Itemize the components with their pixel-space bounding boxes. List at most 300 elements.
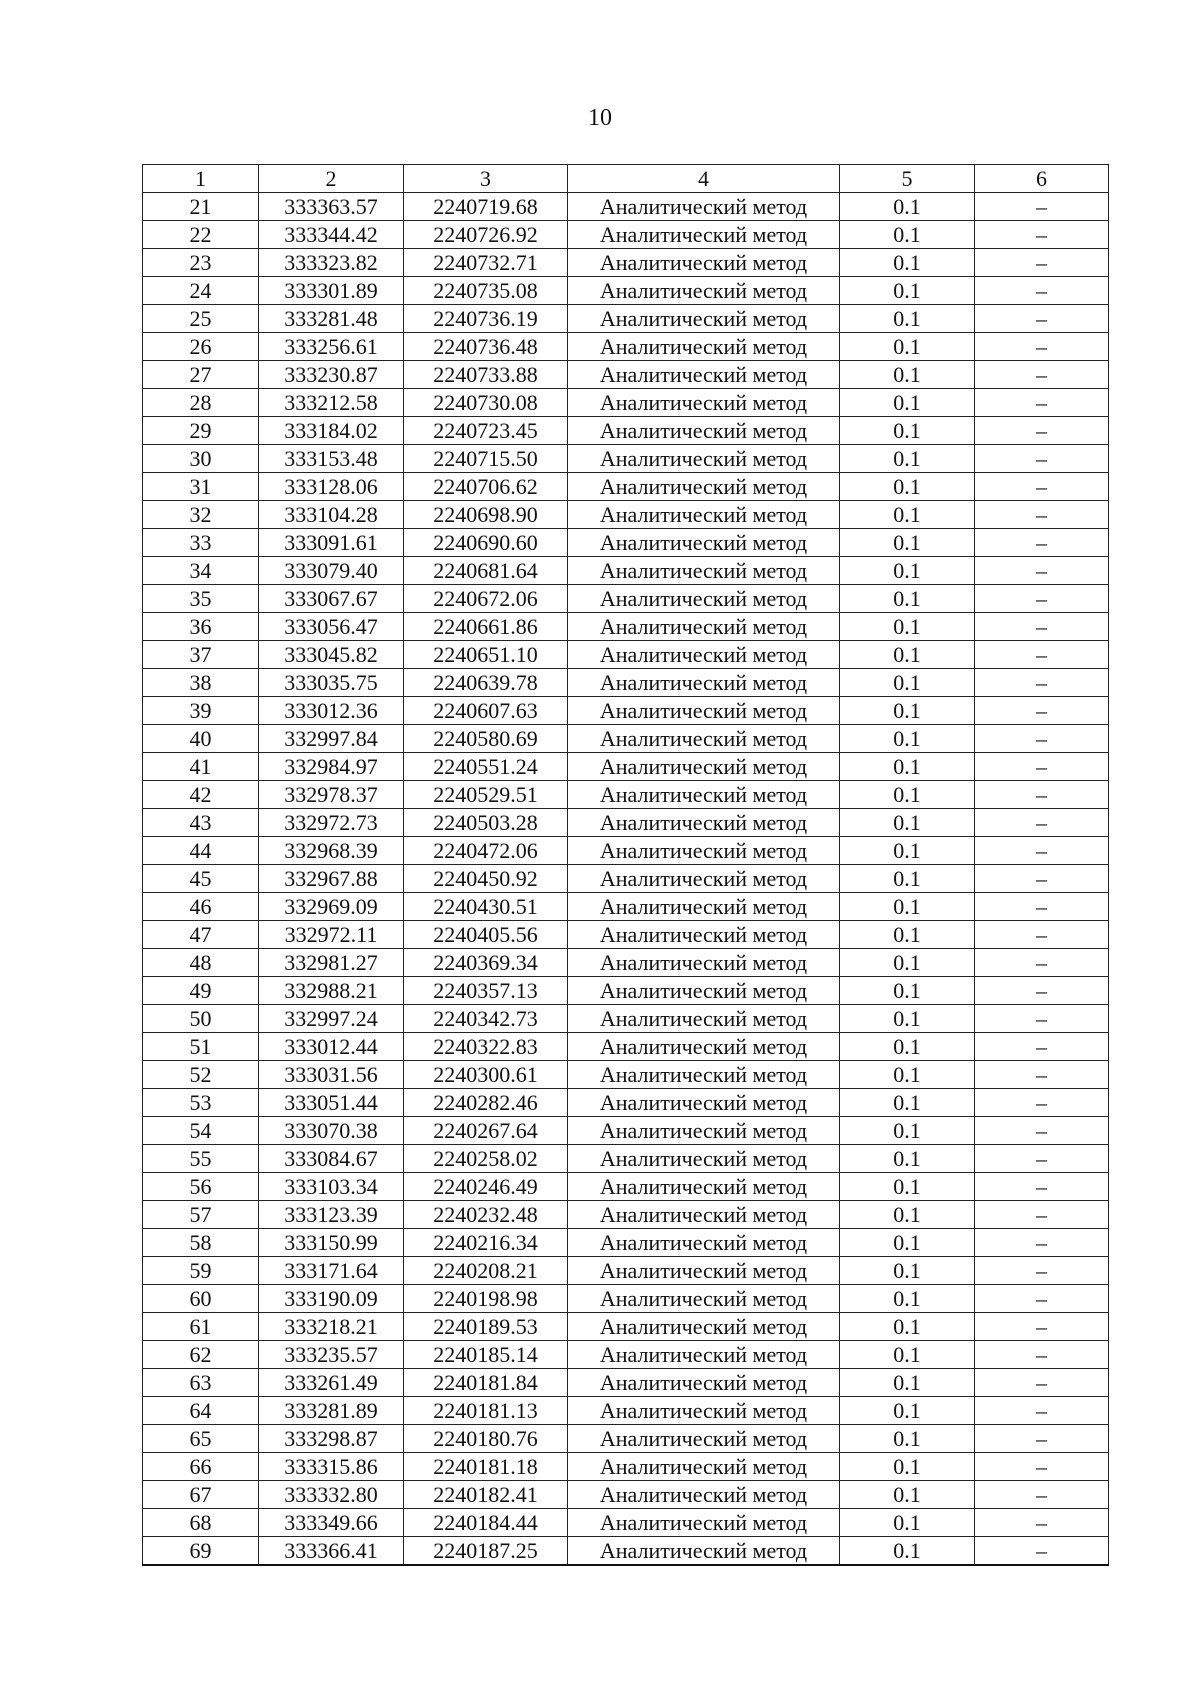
- method-cell: Аналитический метод: [568, 809, 840, 837]
- method-cell: Аналитический метод: [568, 417, 840, 445]
- coordinate-y-cell: 2240181.18: [404, 1453, 568, 1481]
- coordinate-y-cell: 2240503.28: [404, 809, 568, 837]
- point-number-cell: 36: [143, 613, 259, 641]
- coordinate-y-cell: 2240357.13: [404, 977, 568, 1005]
- point-number-cell: 51: [143, 1033, 259, 1061]
- method-cell: Аналитический метод: [568, 221, 840, 249]
- method-cell: Аналитический метод: [568, 1285, 840, 1313]
- coordinate-x-cell: 332969.09: [259, 893, 404, 921]
- accuracy-cell: 0.1: [840, 1453, 975, 1481]
- note-cell: –: [975, 1005, 1109, 1033]
- table-row: [143, 1341, 1109, 1369]
- coordinate-x-cell: 333315.86: [259, 1453, 404, 1481]
- point-number-cell: 24: [143, 277, 259, 305]
- coordinate-y-cell: 2240180.76: [404, 1425, 568, 1453]
- note-cell: –: [975, 1369, 1109, 1397]
- method-cell: Аналитический метод: [568, 193, 840, 221]
- accuracy-cell: 0.1: [840, 1145, 975, 1173]
- table-row: [143, 1257, 1109, 1285]
- column-header-3: 3: [404, 165, 568, 193]
- point-number-cell: 48: [143, 949, 259, 977]
- table-row: [143, 1117, 1109, 1145]
- coordinate-x-cell: 333056.47: [259, 613, 404, 641]
- point-number-cell: 67: [143, 1481, 259, 1509]
- accuracy-cell: 0.1: [840, 473, 975, 501]
- accuracy-cell: 0.1: [840, 1173, 975, 1201]
- accuracy-cell: 0.1: [840, 1537, 975, 1566]
- table-row: [143, 221, 1109, 249]
- coordinate-y-cell: 2240258.02: [404, 1145, 568, 1173]
- point-number-cell: 66: [143, 1453, 259, 1481]
- method-cell: Аналитический метод: [568, 1089, 840, 1117]
- accuracy-cell: 0.1: [840, 585, 975, 613]
- accuracy-cell: 0.1: [840, 529, 975, 557]
- note-cell: –: [975, 1173, 1109, 1201]
- table-row: [143, 613, 1109, 641]
- point-number-cell: 60: [143, 1285, 259, 1313]
- accuracy-cell: 0.1: [840, 837, 975, 865]
- point-number-cell: 32: [143, 501, 259, 529]
- note-cell: –: [975, 1089, 1109, 1117]
- accuracy-cell: 0.1: [840, 445, 975, 473]
- point-number-cell: 22: [143, 221, 259, 249]
- coordinate-x-cell: 332972.11: [259, 921, 404, 949]
- point-number-cell: 28: [143, 389, 259, 417]
- table-row: [143, 389, 1109, 417]
- accuracy-cell: 0.1: [840, 361, 975, 389]
- note-cell: –: [975, 1257, 1109, 1285]
- coordinate-x-cell: 333031.56: [259, 1061, 404, 1089]
- point-number-cell: 58: [143, 1229, 259, 1257]
- coordinate-x-cell: 333332.80: [259, 1481, 404, 1509]
- coordinate-y-cell: 2240529.51: [404, 781, 568, 809]
- coordinate-y-cell: 2240472.06: [404, 837, 568, 865]
- table-row: [143, 1005, 1109, 1033]
- accuracy-cell: 0.1: [840, 1425, 975, 1453]
- accuracy-cell: 0.1: [840, 921, 975, 949]
- method-cell: Аналитический метод: [568, 753, 840, 781]
- accuracy-cell: 0.1: [840, 1201, 975, 1229]
- point-number-cell: 43: [143, 809, 259, 837]
- table-row: [143, 1033, 1109, 1061]
- coordinate-y-cell: 2240661.86: [404, 613, 568, 641]
- coordinate-y-cell: 2240232.48: [404, 1201, 568, 1229]
- coordinate-x-cell: 333103.34: [259, 1173, 404, 1201]
- note-cell: –: [975, 753, 1109, 781]
- coordinate-y-cell: 2240208.21: [404, 1257, 568, 1285]
- coordinate-y-cell: 2240672.06: [404, 585, 568, 613]
- accuracy-cell: 0.1: [840, 669, 975, 697]
- table-row: [143, 445, 1109, 473]
- method-cell: Аналитический метод: [568, 1033, 840, 1061]
- table-row: [143, 473, 1109, 501]
- note-cell: –: [975, 641, 1109, 669]
- note-cell: –: [975, 277, 1109, 305]
- note-cell: –: [975, 1117, 1109, 1145]
- point-number-cell: 34: [143, 557, 259, 585]
- coordinate-x-cell: 333051.44: [259, 1089, 404, 1117]
- method-cell: Аналитический метод: [568, 445, 840, 473]
- accuracy-cell: 0.1: [840, 949, 975, 977]
- table-row: [143, 1369, 1109, 1397]
- point-number-cell: 50: [143, 1005, 259, 1033]
- table-row: [143, 641, 1109, 669]
- point-number-cell: 69: [143, 1537, 259, 1566]
- table-row: [143, 417, 1109, 445]
- point-number-cell: 52: [143, 1061, 259, 1089]
- coordinate-x-cell: 333281.89: [259, 1397, 404, 1425]
- coordinate-x-cell: 333045.82: [259, 641, 404, 669]
- note-cell: –: [975, 305, 1109, 333]
- point-number-cell: 59: [143, 1257, 259, 1285]
- coordinate-x-cell: 333123.39: [259, 1201, 404, 1229]
- method-cell: Аналитический метод: [568, 1061, 840, 1089]
- coordinate-x-cell: 333150.99: [259, 1229, 404, 1257]
- accuracy-cell: 0.1: [840, 1313, 975, 1341]
- coordinate-x-cell: 333301.89: [259, 277, 404, 305]
- accuracy-cell: 0.1: [840, 865, 975, 893]
- coordinates-table: [142, 164, 1109, 1566]
- accuracy-cell: 0.1: [840, 781, 975, 809]
- accuracy-cell: 0.1: [840, 1369, 975, 1397]
- table-row: [143, 949, 1109, 977]
- coordinate-y-cell: 2240580.69: [404, 725, 568, 753]
- table-row: [143, 753, 1109, 781]
- note-cell: –: [975, 613, 1109, 641]
- coordinate-x-cell: 333190.09: [259, 1285, 404, 1313]
- coordinate-y-cell: 2240322.83: [404, 1033, 568, 1061]
- note-cell: –: [975, 1509, 1109, 1537]
- point-number-cell: 33: [143, 529, 259, 557]
- coordinate-x-cell: 333171.64: [259, 1257, 404, 1285]
- accuracy-cell: 0.1: [840, 613, 975, 641]
- note-cell: –: [975, 1145, 1109, 1173]
- method-cell: Аналитический метод: [568, 501, 840, 529]
- note-cell: –: [975, 361, 1109, 389]
- coordinate-x-cell: 332997.84: [259, 725, 404, 753]
- point-number-cell: 46: [143, 893, 259, 921]
- accuracy-cell: 0.1: [840, 697, 975, 725]
- coordinate-x-cell: 333104.28: [259, 501, 404, 529]
- table-row: [143, 1397, 1109, 1425]
- method-cell: Аналитический метод: [568, 977, 840, 1005]
- point-number-cell: 63: [143, 1369, 259, 1397]
- note-cell: –: [975, 1285, 1109, 1313]
- coordinate-x-cell: 332972.73: [259, 809, 404, 837]
- table-row: [143, 529, 1109, 557]
- table-row: [143, 669, 1109, 697]
- coordinate-y-cell: 2240723.45: [404, 417, 568, 445]
- method-cell: Аналитический метод: [568, 865, 840, 893]
- coordinate-x-cell: 333153.48: [259, 445, 404, 473]
- column-header-2: 2: [259, 165, 404, 193]
- coordinate-y-cell: 2240246.49: [404, 1173, 568, 1201]
- coordinate-x-cell: 333079.40: [259, 557, 404, 585]
- coordinate-y-cell: 2240282.46: [404, 1089, 568, 1117]
- accuracy-cell: 0.1: [840, 1061, 975, 1089]
- accuracy-cell: 0.1: [840, 1509, 975, 1537]
- coordinate-y-cell: 2240369.34: [404, 949, 568, 977]
- table-row: [143, 809, 1109, 837]
- point-number-cell: 47: [143, 921, 259, 949]
- accuracy-cell: 0.1: [840, 501, 975, 529]
- coordinate-y-cell: 2240300.61: [404, 1061, 568, 1089]
- point-number-cell: 21: [143, 193, 259, 221]
- coordinate-y-cell: 2240181.84: [404, 1369, 568, 1397]
- coordinate-x-cell: 333281.48: [259, 305, 404, 333]
- coordinate-x-cell: 333035.75: [259, 669, 404, 697]
- coordinate-x-cell: 333091.61: [259, 529, 404, 557]
- coordinate-y-cell: 2240736.48: [404, 333, 568, 361]
- coordinate-x-cell: 333218.21: [259, 1313, 404, 1341]
- coordinate-y-cell: 2240706.62: [404, 473, 568, 501]
- column-header-4: 4: [568, 165, 840, 193]
- accuracy-cell: 0.1: [840, 1089, 975, 1117]
- accuracy-cell: 0.1: [840, 725, 975, 753]
- method-cell: Аналитический метод: [568, 1173, 840, 1201]
- note-cell: –: [975, 1033, 1109, 1061]
- table-row: [143, 1061, 1109, 1089]
- accuracy-cell: 0.1: [840, 557, 975, 585]
- accuracy-cell: 0.1: [840, 277, 975, 305]
- point-number-cell: 62: [143, 1341, 259, 1369]
- method-cell: Аналитический метод: [568, 697, 840, 725]
- note-cell: –: [975, 1397, 1109, 1425]
- note-cell: –: [975, 893, 1109, 921]
- note-cell: –: [975, 1313, 1109, 1341]
- coordinate-x-cell: 333366.41: [259, 1537, 404, 1566]
- coordinate-y-cell: 2240182.41: [404, 1481, 568, 1509]
- coordinate-y-cell: 2240639.78: [404, 669, 568, 697]
- method-cell: Аналитический метод: [568, 1117, 840, 1145]
- table-row: [143, 1313, 1109, 1341]
- method-cell: Аналитический метод: [568, 1425, 840, 1453]
- coordinate-y-cell: 2240405.56: [404, 921, 568, 949]
- point-number-cell: 31: [143, 473, 259, 501]
- coordinate-y-cell: 2240690.60: [404, 529, 568, 557]
- accuracy-cell: 0.1: [840, 893, 975, 921]
- method-cell: Аналитический метод: [568, 725, 840, 753]
- point-number-cell: 29: [143, 417, 259, 445]
- table-row: [143, 1201, 1109, 1229]
- coordinate-x-cell: 333349.66: [259, 1509, 404, 1537]
- note-cell: –: [975, 585, 1109, 613]
- coordinate-x-cell: 333256.61: [259, 333, 404, 361]
- table-row: [143, 837, 1109, 865]
- coordinate-y-cell: 2240698.90: [404, 501, 568, 529]
- accuracy-cell: 0.1: [840, 641, 975, 669]
- note-cell: –: [975, 837, 1109, 865]
- method-cell: Аналитический метод: [568, 837, 840, 865]
- method-cell: Аналитический метод: [568, 641, 840, 669]
- method-cell: Аналитический метод: [568, 781, 840, 809]
- method-cell: Аналитический метод: [568, 585, 840, 613]
- coordinate-x-cell: 332984.97: [259, 753, 404, 781]
- table-row: [143, 1425, 1109, 1453]
- method-cell: Аналитический метод: [568, 389, 840, 417]
- accuracy-cell: 0.1: [840, 305, 975, 333]
- point-number-cell: 23: [143, 249, 259, 277]
- table-header: [143, 165, 1109, 193]
- accuracy-cell: 0.1: [840, 1005, 975, 1033]
- coordinate-x-cell: 332988.21: [259, 977, 404, 1005]
- method-cell: Аналитический метод: [568, 1201, 840, 1229]
- coordinate-y-cell: 2240184.44: [404, 1509, 568, 1537]
- note-cell: –: [975, 529, 1109, 557]
- note-cell: –: [975, 389, 1109, 417]
- coordinate-y-cell: 2240726.92: [404, 221, 568, 249]
- note-cell: –: [975, 1201, 1109, 1229]
- table-row: [143, 585, 1109, 613]
- coordinate-y-cell: 2240719.68: [404, 193, 568, 221]
- table-row: [143, 249, 1109, 277]
- coordinate-x-cell: 333067.67: [259, 585, 404, 613]
- point-number-cell: 57: [143, 1201, 259, 1229]
- point-number-cell: 38: [143, 669, 259, 697]
- table-row: [143, 1173, 1109, 1201]
- coordinate-x-cell: 333128.06: [259, 473, 404, 501]
- method-cell: Аналитический метод: [568, 1313, 840, 1341]
- column-header-6: 6: [975, 165, 1109, 193]
- method-cell: Аналитический метод: [568, 669, 840, 697]
- table-row: [143, 557, 1109, 585]
- coordinate-x-cell: 333084.67: [259, 1145, 404, 1173]
- method-cell: Аналитический метод: [568, 1453, 840, 1481]
- accuracy-cell: 0.1: [840, 1117, 975, 1145]
- column-header-5: 5: [840, 165, 975, 193]
- accuracy-cell: 0.1: [840, 221, 975, 249]
- method-cell: Аналитический метод: [568, 921, 840, 949]
- point-number-cell: 49: [143, 977, 259, 1005]
- note-cell: –: [975, 809, 1109, 837]
- point-number-cell: 61: [143, 1313, 259, 1341]
- coordinate-x-cell: 333261.49: [259, 1369, 404, 1397]
- point-number-cell: 54: [143, 1117, 259, 1145]
- accuracy-cell: 0.1: [840, 1481, 975, 1509]
- note-cell: –: [975, 725, 1109, 753]
- method-cell: Аналитический метод: [568, 1257, 840, 1285]
- point-number-cell: 25: [143, 305, 259, 333]
- coordinate-y-cell: 2240342.73: [404, 1005, 568, 1033]
- method-cell: Аналитический метод: [568, 1481, 840, 1509]
- coordinate-x-cell: 333344.42: [259, 221, 404, 249]
- note-cell: –: [975, 697, 1109, 725]
- coordinate-y-cell: 2240181.13: [404, 1397, 568, 1425]
- note-cell: –: [975, 221, 1109, 249]
- note-cell: –: [975, 949, 1109, 977]
- method-cell: Аналитический метод: [568, 333, 840, 361]
- coordinate-y-cell: 2240267.64: [404, 1117, 568, 1145]
- table-row: [143, 1509, 1109, 1537]
- coordinate-x-cell: 333012.36: [259, 697, 404, 725]
- method-cell: Аналитический метод: [568, 1369, 840, 1397]
- coordinate-y-cell: 2240185.14: [404, 1341, 568, 1369]
- table-row: [143, 1453, 1109, 1481]
- table-body: [143, 193, 1109, 1566]
- accuracy-cell: 0.1: [840, 1397, 975, 1425]
- coordinate-y-cell: 2240430.51: [404, 893, 568, 921]
- table-row: [143, 893, 1109, 921]
- point-number-cell: 65: [143, 1425, 259, 1453]
- method-cell: Аналитический метод: [568, 1397, 840, 1425]
- method-cell: Аналитический метод: [568, 613, 840, 641]
- note-cell: –: [975, 669, 1109, 697]
- point-number-cell: 35: [143, 585, 259, 613]
- table-row: [143, 277, 1109, 305]
- coordinate-y-cell: 2240736.19: [404, 305, 568, 333]
- note-cell: –: [975, 1061, 1109, 1089]
- note-cell: –: [975, 1425, 1109, 1453]
- method-cell: Аналитический метод: [568, 1537, 840, 1566]
- table-row: [143, 921, 1109, 949]
- point-number-cell: 44: [143, 837, 259, 865]
- point-number-cell: 56: [143, 1173, 259, 1201]
- note-cell: –: [975, 781, 1109, 809]
- point-number-cell: 68: [143, 1509, 259, 1537]
- coordinate-y-cell: 2240189.53: [404, 1313, 568, 1341]
- note-cell: –: [975, 1481, 1109, 1509]
- method-cell: Аналитический метод: [568, 1509, 840, 1537]
- coordinate-x-cell: 333363.57: [259, 193, 404, 221]
- coordinate-x-cell: 333184.02: [259, 417, 404, 445]
- accuracy-cell: 0.1: [840, 193, 975, 221]
- point-number-cell: 26: [143, 333, 259, 361]
- coordinate-x-cell: 332968.39: [259, 837, 404, 865]
- point-number-cell: 30: [143, 445, 259, 473]
- table-row: [143, 1285, 1109, 1313]
- method-cell: Аналитический метод: [568, 1005, 840, 1033]
- accuracy-cell: 0.1: [840, 1285, 975, 1313]
- method-cell: Аналитический метод: [568, 277, 840, 305]
- point-number-cell: 42: [143, 781, 259, 809]
- coordinate-x-cell: 332967.88: [259, 865, 404, 893]
- point-number-cell: 41: [143, 753, 259, 781]
- method-cell: Аналитический метод: [568, 529, 840, 557]
- method-cell: Аналитический метод: [568, 557, 840, 585]
- point-number-cell: 45: [143, 865, 259, 893]
- page-number: 10: [588, 105, 612, 131]
- note-cell: –: [975, 333, 1109, 361]
- accuracy-cell: 0.1: [840, 417, 975, 445]
- method-cell: Аналитический метод: [568, 473, 840, 501]
- coordinate-y-cell: 2240715.50: [404, 445, 568, 473]
- coordinate-x-cell: 332981.27: [259, 949, 404, 977]
- header-row: [143, 165, 1109, 193]
- coordinate-x-cell: 333070.38: [259, 1117, 404, 1145]
- note-cell: –: [975, 865, 1109, 893]
- method-cell: Аналитический метод: [568, 893, 840, 921]
- table-row: [143, 193, 1109, 221]
- coordinate-y-cell: 2240450.92: [404, 865, 568, 893]
- accuracy-cell: 0.1: [840, 753, 975, 781]
- table-row: [143, 977, 1109, 1005]
- note-cell: –: [975, 193, 1109, 221]
- table-row: [143, 725, 1109, 753]
- coordinate-x-cell: 333230.87: [259, 361, 404, 389]
- method-cell: Аналитический метод: [568, 249, 840, 277]
- table-row: [143, 781, 1109, 809]
- note-cell: –: [975, 977, 1109, 1005]
- coordinate-y-cell: 2240216.34: [404, 1229, 568, 1257]
- coordinate-y-cell: 2240607.63: [404, 697, 568, 725]
- accuracy-cell: 0.1: [840, 333, 975, 361]
- point-number-cell: 40: [143, 725, 259, 753]
- table-row: [143, 1145, 1109, 1173]
- note-cell: –: [975, 445, 1109, 473]
- coordinate-y-cell: 2240733.88: [404, 361, 568, 389]
- table-row: [143, 697, 1109, 725]
- method-cell: Аналитический метод: [568, 1145, 840, 1173]
